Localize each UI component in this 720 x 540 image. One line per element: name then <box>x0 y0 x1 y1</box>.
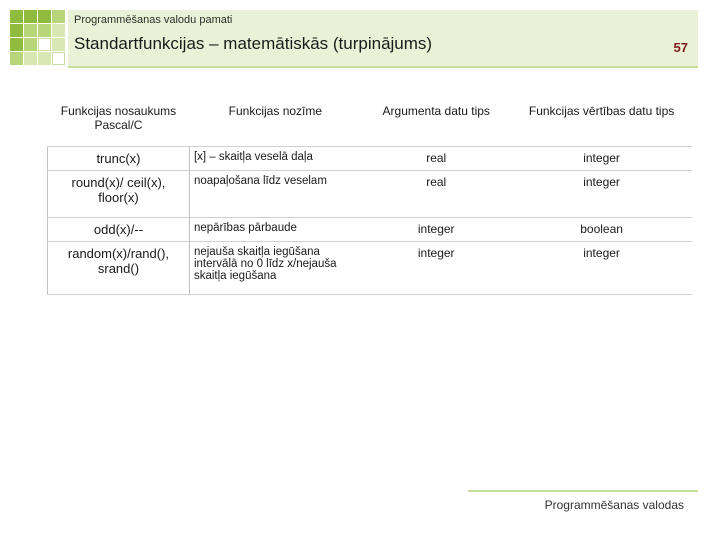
table-row <box>48 242 693 295</box>
table-row <box>48 218 693 242</box>
slide-title: Standartfunkcijas – matemātiskās (turpinājums) <box>74 34 433 53</box>
value-type-cell: integer <box>511 242 692 295</box>
table-row <box>48 147 693 171</box>
function-name-cell: random(x)/rand(), srand() <box>48 242 190 295</box>
logo-grid-icon <box>10 10 66 66</box>
page-number: 57 <box>673 40 688 55</box>
functions-table <box>47 100 692 295</box>
value-type-cell: integer <box>511 147 692 171</box>
argument-type-cell: integer <box>361 218 511 242</box>
table-row <box>48 171 693 218</box>
footer-divider <box>468 490 698 492</box>
argument-type-cell: integer <box>361 242 511 295</box>
function-meaning-cell: nejauša skaitļa iegūšana intervālā no 0 līdz x/nejauša skaitļa iegūšana <box>189 242 361 295</box>
table-header-row <box>48 100 693 147</box>
column-header-argument-type: Argumenta datu tips <box>361 100 511 147</box>
function-name-cell: round(x)/ ceil(x), floor(x) <box>48 171 190 218</box>
column-header-name: Funkcijas nosaukums Pascal/C <box>48 100 190 147</box>
function-meaning-cell: noapaļošana līdz veselam <box>189 171 361 218</box>
argument-type-cell: real <box>361 171 511 218</box>
function-meaning-cell: nepārības pārbaude <box>189 218 361 242</box>
column-header-meaning: Funkcijas nozīme <box>189 100 361 147</box>
header-divider <box>68 66 698 68</box>
argument-type-cell: real <box>361 147 511 171</box>
function-name-cell: trunc(x) <box>48 147 190 171</box>
footer-course-name: Programmēšanas valodas <box>544 498 684 512</box>
value-type-cell: boolean <box>511 218 692 242</box>
column-header-value-type: Funkcijas vērtības datu tips <box>511 100 692 147</box>
value-type-cell: integer <box>511 171 692 218</box>
function-name-cell: odd(x)/-- <box>48 218 190 242</box>
course-supertitle: Programmēšanas valodu pamati <box>74 14 233 26</box>
function-meaning-cell: [x] – skaitļa veselā daļa <box>189 147 361 171</box>
